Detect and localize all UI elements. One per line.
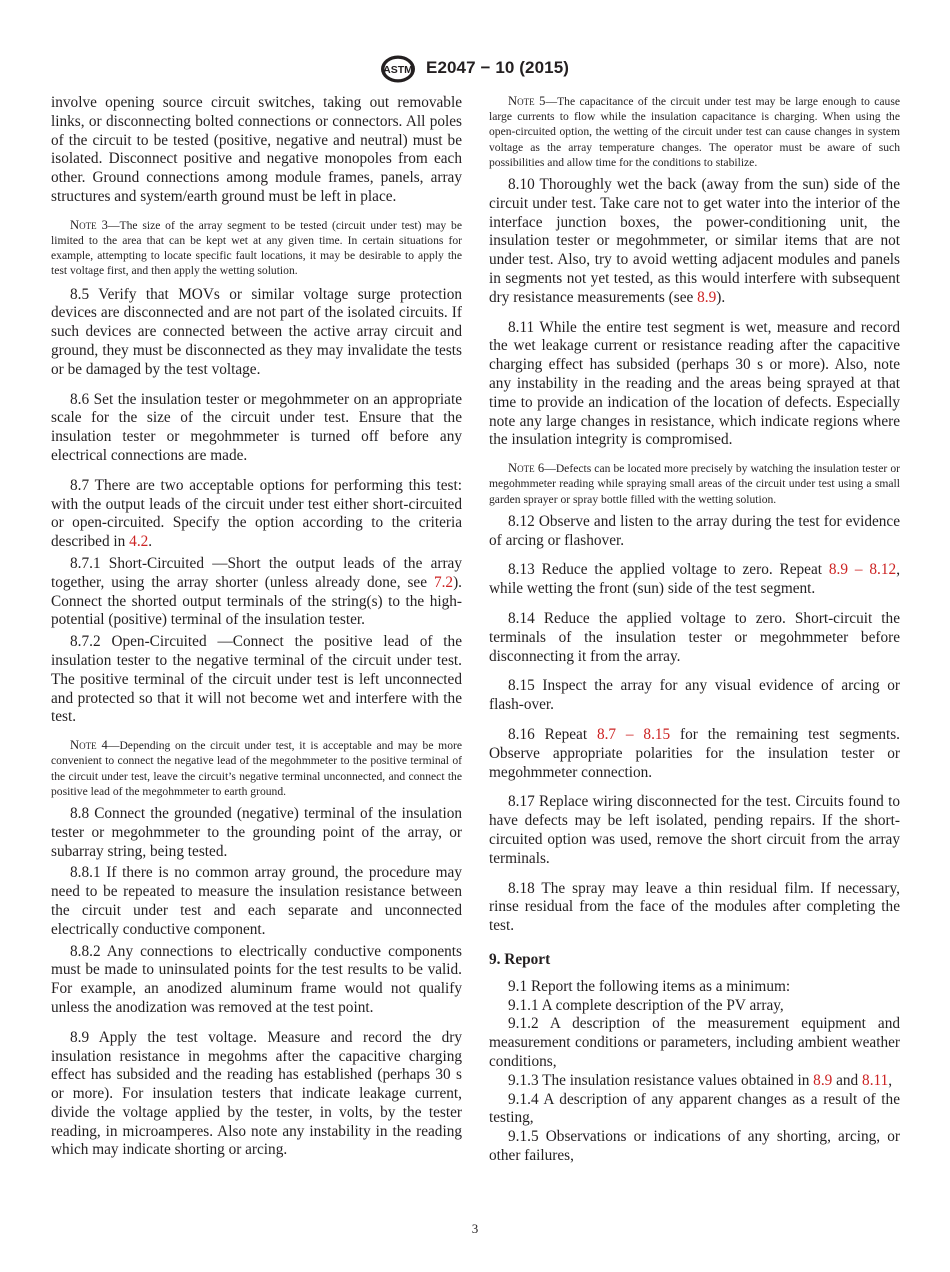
section-ref-link[interactable]: 8.11 (862, 1071, 889, 1089)
paragraph-8-5: 8.5 Verify that MOVs or similar voltage surge protection devices are disconnected and are not part of the isolated circuits. If such devices are connected between the active array circuit and ground, they must be disconnected as they may invalidate the tests or be damaged by the test voltage. (51, 285, 462, 378)
note-label: Note 6 (508, 461, 545, 476)
paragraph-8-7 (51, 477, 462, 552)
text-segment: ). Connect the shorted output terminals of the string(s) to the high-potential (positive) terminal of the insulation tester. (51, 573, 462, 629)
paragraph-continuation: involve opening source circuit switches, taking out removable links, or disconnecting bolted connections or connectors. All poles of the circuit to be tested (positive, negative and neutral) must be isolated. Disconnect positive and negative monopoles from each other. Ground connections among module frames, panels, array structures and system/earth ground must be left in place. (51, 94, 462, 205)
text-segment: . (148, 533, 153, 551)
paragraph-9-1-3 (489, 1072, 900, 1091)
note-3 (51, 218, 462, 279)
astm-logo-text: ASTM (383, 64, 413, 76)
paragraph-8-7-2: 8.7.2 Open-Circuited —Connect the positive lead of the insulation tester to the negative terminal of the circuit under test. The positive terminal of the circuit under test is left unconnected and protected so that it will not become wet and interfere with the test. (51, 633, 462, 726)
section-ref-link[interactable]: 8.9 (813, 1071, 833, 1089)
text-segment: 9.1.3 The insulation resistance values obtained in (508, 1071, 814, 1089)
text-segment: 8.10 Thoroughly wet the back (away from the sun) side of the circuit under test. Take care not to get water into the interior of the interface junction boxes, the power-conditioning unit, the insulation tester or megohmmeter, or similar items that are not under test. Also, try to avoid wetting adjacent modules and panels in segments not yet tested, as this would interfere with subsequent dry resistance measurements (see (489, 176, 900, 306)
note-label: Note 5 (508, 94, 546, 108)
paragraph-8-16 (489, 726, 900, 782)
text-segment: , while wetting the front (sun) side of the test segment. (489, 561, 901, 598)
paragraph-9-1: 9.1 Report the following items as a minimum: (508, 977, 791, 995)
paragraph-8-12: 8.12 Observe and listen to the array during the test for evidence of arcing or flashover. (489, 512, 900, 549)
section-ref-link[interactable]: 4.2 (129, 533, 149, 551)
paragraph-8-8-1: 8.8.1 If there is no common array ground, the procedure may need to be repeated to measure the insulation resistance between the circuit under test and each separate and unconnected electrically conductive component. (51, 864, 462, 938)
section-ref-link[interactable]: 8.9 – 8.12 (828, 561, 897, 579)
paragraph-9-1-5: 9.1.5 Observations or indications of any shorting, arcing, or other failures, (489, 1128, 900, 1164)
paragraph-8-6: 8.6 Set the insulation tester or megohmmeter on an appropriate scale for the size of the circuit under test. Ensure that the insulation tester or megohmmeter is turned off before any electrical connections are made. (51, 390, 462, 464)
note-text: —The capacitance of the circuit under test may be large enough to cause large currents to flow while the insulation capacitance is charging. When using the open-circuited option, the wetting of the circuit under test can cause changes in system voltage as the array temperature changes. The operator must be aware of such possibilities and allow time for the conditions to stabilize. (489, 95, 900, 169)
section-ref-link[interactable]: 8.7 – 8.15 (596, 725, 671, 743)
paragraph-8-8-2: 8.8.2 Any connections to electrically conductive components must be made to uninsulated points for the test results to be valid. For example, an anodized aluminum frame would not qualify unless the anodization was removed at the test point. (51, 942, 462, 1016)
text-segment: 8.13 Reduce the applied voltage to zero. Repeat (508, 561, 829, 579)
paragraph-9-1-4: 9.1.4 A description of any apparent changes as a result of the testing, (489, 1090, 900, 1127)
text-segment: 8.7 There are two acceptable options for performing this test: with the output leads of the circuit under test either short-circuited or open-circuited. Specify the option according to the criteria described in (51, 476, 462, 551)
section-ref-link[interactable]: 7.2 (433, 573, 454, 591)
text-segment: for the remaining test segments. Observe appropriate polarities for the insulation tester or megohmmeter connection. (489, 725, 901, 781)
paragraph-8-18: 8.18 The spray may leave a thin residual film. If necessary, rinse residual from the face of the modules after completing the test. (489, 879, 900, 935)
text-segment: and (832, 1071, 863, 1089)
paragraph-8-7-1 (51, 555, 462, 630)
paragraph-8-13 (489, 561, 900, 599)
document-id: E2047 − 10 (2015) (426, 58, 570, 77)
page-number: 3 (471, 1221, 479, 1236)
paragraph-8-10 (489, 176, 900, 308)
note-5 (489, 94, 900, 170)
paragraph-8-9: 8.9 Apply the test voltage. Measure and record the dry insulation resistance in megohms after the capacitive charging effect has subsided and the reading has established (perhaps 30 s or more). For insulation testers that indicate leakage current, divide the voltage applied by the tester, in volts, by the tester reading, in microamperes. Also note any instability in the reading which may indicate shorting or arcing. (51, 1028, 462, 1159)
paragraph-8-8: 8.8 Connect the grounded (negative) terminal of the insulation tester or megohmmeter to the grounding point of the array, or subarray string, being tested. (51, 804, 462, 860)
text-segment: 8.7.1 Short-Circuited —Short the output leads of the array together, using the array shorter (unless already done, see (51, 554, 462, 591)
note-label: Note 3 (70, 217, 108, 232)
note-text: —The size of the array segment to be tested (circuit under test) may be limited to the area that can be kept wet at any given time. In certain situations for example, attempting to locate specific fault locations, it may be desirable to apply the test voltage first, and then apply the wetting solution. (51, 218, 462, 278)
text-segment: , (888, 1071, 893, 1089)
note-4 (51, 738, 462, 799)
page-header (0, 54, 950, 86)
left-column (51, 94, 462, 1160)
paragraph-9-1-2: 9.1.2 A description of the measurement equipment and measurement conditions or parameters, including ambient weather conditions, (489, 1015, 900, 1070)
note-label: Note 4 (70, 738, 108, 753)
right-column (489, 94, 900, 1166)
note-6 (489, 461, 900, 507)
astm-logo-icon (379, 54, 417, 84)
paragraph-8-15: 8.15 Inspect the array for any visual evidence of arcing or flash-over. (489, 677, 900, 714)
paragraph-8-14: 8.14 Reduce the applied voltage to zero. Short-circuit the terminals of the insulation tester or megohmmeter before disconnecting it from the array. (489, 609, 900, 665)
note-text: —Depending on the circuit under test, it is acceptable and may be more convenient to connect the negative lead of the megohmmeter to the positive terminal of the circuit under test, leave the circuit’s negative terminal unconnected, and connect the positive lead of the megohmmeter to earth ground. (51, 739, 462, 798)
text-segment: ). (716, 288, 726, 306)
paragraph-8-11: 8.11 While the entire test segment is wet, measure and record the wet leakage current or resistance reading after the capacitive charging effect has subsided (perhaps 30 s or more). Also, note any instability in the reading and the areas being sprayed at that time to provide an indication of the location of defects. Especially note any large changes in resistance, which indicate regions where the insulation integrity is compromised. (489, 318, 900, 449)
section-ref-link[interactable]: 8.9 (697, 288, 717, 306)
section-heading: 9. Report (489, 950, 551, 968)
paragraph-8-17: 8.17 Replace wiring disconnected for the test. Circuits found to have defects may be left isolated, pending repairs. If the short-circuited option was used, remove the short circuit from the array terminals. (489, 793, 900, 867)
note-text: —Defects can be located more precisely by watching the insulation tester or megohmmeter reading while spraying small areas of the circuit under test using a small garden sprayer or spray bottle filled with the wetting solution. (489, 462, 900, 506)
paragraph-9-1-1: 9.1.1 A complete description of the PV array, (508, 996, 784, 1014)
text-segment: 8.16 Repeat (508, 725, 597, 743)
